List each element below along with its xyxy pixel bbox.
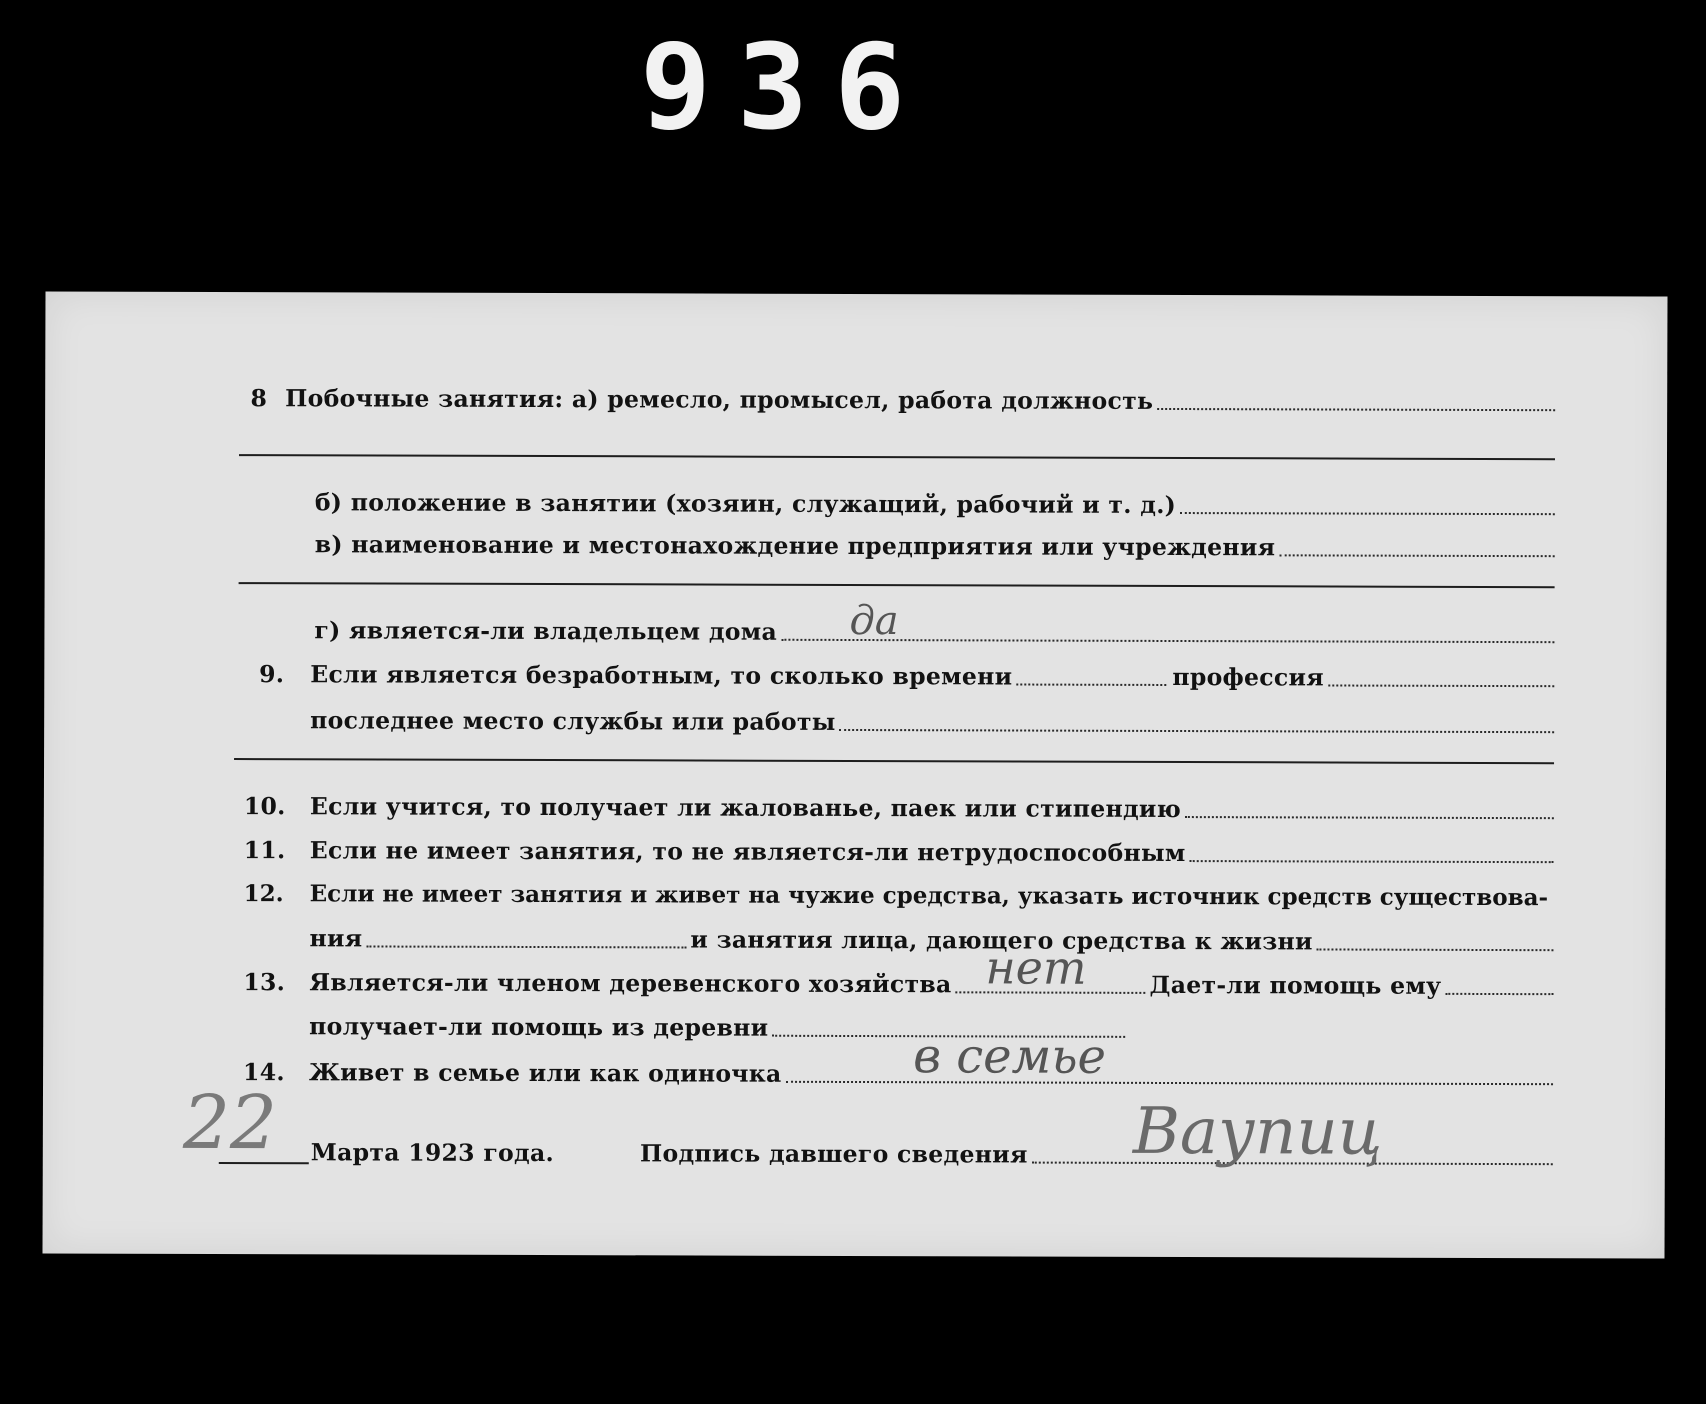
q13-label: Является-ли членом деревенского хозяйства [309, 968, 952, 999]
q11-row [44, 835, 1666, 868]
q10-number: 10. [243, 792, 286, 821]
q12-cont-b-label: и занятия лица, дающего средства к жизни [690, 925, 1313, 956]
q9-label: Если является безработным, то сколько времени [310, 660, 1013, 691]
handwritten-signature: Ваупиц [1132, 1094, 1383, 1170]
census-card [42, 291, 1667, 1258]
q8-v-extra-line [239, 582, 1555, 588]
q8-g-label: г) является-ли владельцем дома [314, 616, 778, 646]
q14-number: 14. [243, 1058, 285, 1087]
q9-extra-line [234, 758, 1554, 764]
q8-row-v [45, 529, 1667, 562]
q12-cont-a-label: ния [309, 924, 363, 953]
q9-row-last-place [44, 705, 1666, 738]
q12-row [44, 879, 1666, 911]
handwritten-member: нет [985, 940, 1087, 995]
frame-number: 936 [640, 18, 932, 156]
signature-label: Подпись давшего сведения [639, 1139, 1028, 1169]
q9-profession-field[interactable] [1328, 684, 1554, 687]
q14-label: Живет в семье или как одиночка [309, 1058, 782, 1088]
q8-a-field[interactable] [1157, 408, 1555, 411]
q8-a-label: Побочные занятия: а) ремесло, промысел, работа должность [285, 384, 1154, 415]
q8-b-field[interactable] [1180, 512, 1555, 515]
q9-number: 9. [259, 660, 285, 689]
q11-label: Если не имеет занятия, то не является-ли нетрудоспособным [309, 836, 1186, 868]
q13-row-get [43, 1011, 1665, 1044]
q11-field[interactable] [1190, 860, 1554, 863]
q13-help-give-label: Дает-ли помощь ему [1149, 970, 1442, 1000]
q9-duration-field[interactable] [1016, 684, 1166, 686]
q8-number: 8 [250, 384, 268, 413]
q8-a-extra-line [239, 454, 1555, 460]
footer-date-label: Марта 1923 года. [310, 1138, 555, 1168]
q12-row-cont [43, 923, 1665, 956]
q8-v-label: в) наименование и местонахождение предприятия или учреждения [314, 530, 1276, 562]
q14-field[interactable] [786, 1081, 1553, 1085]
q9-profession-label: профессия [1172, 662, 1324, 692]
q9-row [44, 659, 1666, 692]
q13-row [43, 967, 1665, 1000]
q9-last-place-label: последнее место службы или работы [310, 706, 836, 736]
q12-source-field[interactable] [366, 945, 686, 948]
q13-number: 13. [243, 968, 286, 997]
q10-field[interactable] [1185, 816, 1554, 819]
q10-row [44, 791, 1666, 824]
q9-last-place-field[interactable] [840, 729, 1555, 733]
q8-row-a [45, 383, 1667, 416]
handwritten-family: в семье [913, 1028, 1107, 1085]
q13-help-get-label: получает-ли помощь из деревни [309, 1012, 769, 1042]
q10-label: Если учится, то получает ли жалованье, паек или стипендию [309, 792, 1182, 824]
q12-number: 12. [243, 880, 284, 908]
handwritten-day: 22 [182, 1079, 278, 1167]
q12-provider-field[interactable] [1317, 948, 1554, 951]
handwritten-owner: да [849, 597, 899, 645]
q8-v-field[interactable] [1279, 554, 1554, 557]
q12-label: Если не имеет занятия и живет на чужие средства, указать источник средств существова- [309, 880, 1549, 912]
q13-help-give-field[interactable] [1445, 993, 1553, 995]
q14-row [43, 1057, 1665, 1090]
q8-b-label: б) положение в занятии (хозяин, служащий, рабочий и т. д.) [314, 488, 1177, 520]
q11-number: 11. [243, 836, 286, 865]
footer-row [43, 1137, 1665, 1170]
q8-row-b [45, 487, 1667, 520]
